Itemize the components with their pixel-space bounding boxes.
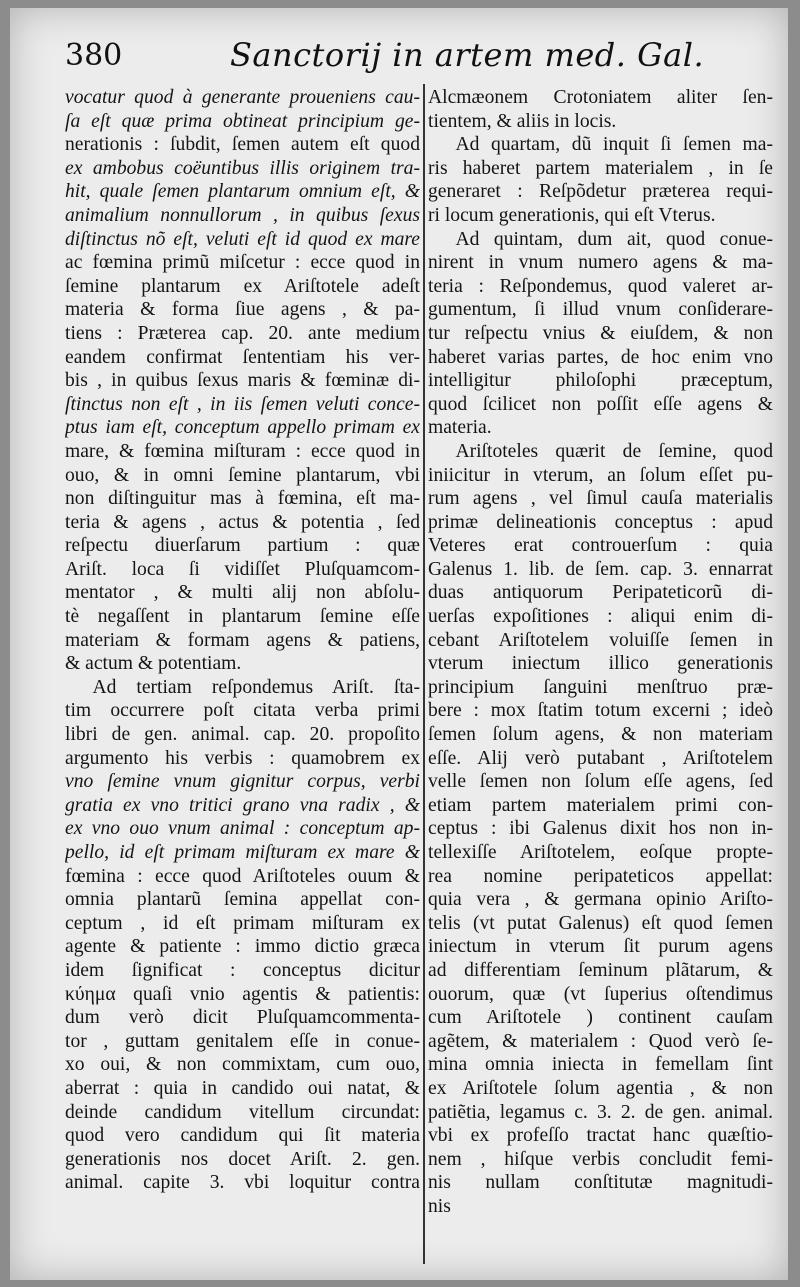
text-line: tè negaſſent in plantarum ſemine eſſe	[65, 606, 420, 628]
text-line: Ariſt. loca ſi vidiſſet Pluſquamcom-	[65, 558, 420, 580]
text-line: nirent in vnum numero agens & ma-	[428, 252, 773, 274]
text-line: teria & agens , actus & potentia , ſed	[65, 511, 420, 533]
text-line: deinde candidum vitellum circundat:	[65, 1101, 420, 1123]
text-line: ouo, & in omni ſemine plantarum, vbi	[65, 464, 420, 486]
text-line: diſtinctus nõ eſt, veluti eſt id quod ex mare	[65, 228, 420, 250]
text-line: vocatur quod à generante proueniens cau-	[65, 87, 420, 108]
right-column	[428, 86, 773, 1219]
text-line: mina omnia iniecta in femellam ſint	[428, 1054, 773, 1076]
text-line: tiens : Præterea cap. 20. ante medium	[65, 322, 420, 344]
text-line: ex ambobus coëuntibus illis originem tra-	[65, 157, 420, 179]
text-line: pello, id eſt primam miſturam ex mare &	[65, 842, 420, 863]
text-line: omnia plantarũ ſemina appellat con-	[65, 889, 420, 911]
text-line: dum verò dicit Pluſquamcommenta-	[65, 1007, 420, 1029]
text-line: Galenus 1. lib. de ſem. cap. 3. ennarrat	[428, 558, 773, 580]
text-line: ſemine plantarum ex Ariſtotele adeſt	[65, 275, 420, 297]
text-line: ptus iam eſt, conceptum appello primam ex	[65, 417, 420, 439]
text-line: Ad quartam, dũ inquit ſi ſemen ma-	[455, 134, 773, 156]
text-line: ex vno ouo vnum animal : conceptum ap-	[65, 818, 420, 840]
text-line: gumentum, ſi illud vnum conſiderare-	[428, 299, 773, 321]
text-line: ſtinctus non eſt , in iis ſemen veluti conce-	[65, 393, 420, 415]
text-line: mare, & fœmina miſturam : ecce quod in	[65, 440, 420, 462]
text-line: telis (vt putat Galenus) eſt quod ſemen	[428, 912, 773, 934]
text-line: vterum iniectum illico generationis	[428, 653, 773, 675]
text-line: etiam partem materialem primi con-	[428, 794, 773, 816]
text-line: xo oui, & non commixtam, cum ouo,	[65, 1054, 420, 1076]
text-line: nem , hiſque verbis concludit femi-	[428, 1148, 773, 1170]
text-line: argumento his verbis : quamobrem ex	[65, 747, 420, 769]
text-line: primæ delineationis conceptus : apud	[428, 511, 773, 533]
text-line: ris haberet partem materialem , in ſe	[428, 157, 773, 179]
text-line: tur reſpectu vnius & eiuſdem, & non	[428, 322, 773, 344]
text-line: generationis nos docet Ariſt. 2. gen.	[65, 1148, 420, 1170]
text-line: Alcmæonem Crotoniatem aliter ſen-	[428, 87, 773, 108]
text-line: cebant Ariſtotelem voluiſſe ſemen in	[428, 629, 773, 651]
text-line: ad differentiam ſeminum plãtarum, &	[428, 959, 773, 981]
text-line: bis , in quibus ſexus maris & fœminæ di-	[65, 370, 420, 392]
text-line: tor , guttam genitalem eſſe in conue-	[65, 1030, 420, 1052]
text-line: Veteres erat controuerſum : quia	[428, 535, 773, 557]
text-line: teria : Reſpondemus, quod valeret ar-	[428, 275, 773, 297]
text-line: animal. capite 3. vbi loquitur contra	[65, 1172, 420, 1194]
text-line: materia & forma ſiue agens , & pa-	[65, 299, 420, 321]
text-line: ex Ariſtotele ſolum agentia , & non	[428, 1077, 773, 1099]
left-column	[65, 86, 420, 1195]
text-line: κύημα quaſi vnio agentis & patientis:	[65, 983, 420, 1005]
text-line: gratia ex vno tritici grano vna radix , &	[65, 794, 420, 816]
text-line: ceptum , id eſt primam miſturam ex	[65, 912, 420, 934]
text-line: ſemen ſolum agens, & non materiam	[428, 724, 773, 746]
text-line: ouorum, quæ (vt ſuperius oſtendimus	[428, 983, 773, 1005]
column-divider	[423, 84, 425, 1264]
text-line: velle ſemen non ſolum eſſe agens, ſed	[428, 771, 773, 793]
text-line: nis nullam conſtitutæ magnitudi-	[428, 1172, 773, 1194]
text-line: uerſas expoſitiones : aliqui enim di-	[428, 606, 773, 628]
text-line: quod vero candidum qui ſit materia	[65, 1125, 420, 1147]
text-line: nerationis : ſubdit, ſemen autem eſt quod	[65, 134, 420, 156]
text-line: ſa eſt quæ prima obtineat principium ge-	[65, 110, 420, 132]
text-line: ceptus : ibi Galenus dixit hos non in-	[428, 818, 773, 840]
page-number: 380	[65, 38, 123, 73]
text-line: iniectum in vterum ſit purum agens	[428, 936, 773, 958]
book-page	[10, 8, 788, 1280]
text-line: materia.	[428, 417, 492, 439]
text-line: rea nomine peripateticos appellat:	[428, 865, 773, 887]
text-line: materiam & formam agens & patiens,	[65, 629, 420, 651]
text-line: ri locum generationis, qui eſt Vterus.	[428, 204, 716, 226]
text-line: eandem confirmat ſententiam his ver-	[65, 346, 420, 368]
text-line: & actum & potentiam.	[65, 653, 242, 675]
text-line: vno ſemine vnum gignitur corpus, verbi	[65, 771, 420, 793]
text-line: eſſe. Alij verò putabant , Ariſtotelem	[428, 747, 773, 769]
page-header	[65, 28, 778, 80]
text-line: libri de gen. animal. cap. 20. propoſito	[65, 724, 420, 746]
text-line: non diſtinguitur mas à fœmina, eſt ma-	[65, 488, 420, 510]
text-line: quia vera , & germana opinio Ariſto-	[428, 889, 773, 911]
text-line: patiẽtia, legamus c. 3. 2. de gen. animal.	[428, 1101, 773, 1123]
text-line: haberet varias partes, de hoc enim vno	[428, 346, 773, 368]
text-line: duas antiquorum Peripateticorũ di-	[428, 582, 773, 604]
text-line: vbi ex profeſſo tractat hanc quæſtio-	[428, 1125, 773, 1147]
text-line: tientem, & aliis in locis.	[428, 110, 617, 132]
text-line: tellexiſſe Ariſtotelem, eoſque propte-	[428, 842, 773, 863]
text-line: tim occurrere poſt citata verba primi	[65, 700, 420, 722]
text-line: Ad tertiam reſpondemus Ariſt. ſta-	[92, 676, 420, 698]
text-line: Ad quintam, dum ait, quod conue-	[455, 228, 773, 250]
text-line: ac fœmina primũ miſcetur : ecce quod in	[65, 252, 420, 274]
text-line: fœmina : ecce quod Ariſtoteles ouum &	[65, 865, 420, 887]
running-head: Sanctorij in artem med. Gal.	[230, 36, 705, 74]
text-line: agẽtem, & materialem : Quod verò ſe-	[428, 1030, 773, 1052]
text-line: mentator , & multi alij non abſolu-	[65, 582, 420, 604]
text-line: iniicitur in vterum, an ſolum eſſet pu-	[428, 464, 773, 486]
text-line: animalium nonnullorum , in quibus ſexus	[65, 204, 420, 226]
text-line: Ariſtoteles quærit de ſemine, quod	[455, 440, 773, 462]
text-line: generaret : Reſpõdetur præterea requi-	[428, 181, 773, 203]
text-line: quod ſcilicet non poſſit eſſe agens &	[428, 393, 773, 415]
text-line: idem ſignificat : conceptus dicitur	[65, 959, 420, 981]
text-line: rum agens , vel ſimul cauſa materialis	[428, 488, 773, 510]
text-line: bere : mox ſtatim totum excerni ; ideò	[428, 700, 773, 722]
text-line: intelligitur philoſophi præceptum,	[428, 370, 773, 392]
text-line: aberrat : quia in candido oui natat, &	[65, 1077, 420, 1099]
text-line: cum Ariſtotele ) continent cauſam	[428, 1007, 773, 1029]
text-line: hit, quale ſemen plantarum omnium eſt, &	[65, 181, 420, 203]
text-line: nis	[428, 1195, 451, 1217]
text-line: reſpectu diuerſarum partium : quæ	[65, 535, 420, 557]
text-line: agente & patiente : immo dictio græca	[65, 936, 420, 958]
text-line: principium ſanguini menſtruo præ-	[428, 676, 773, 698]
